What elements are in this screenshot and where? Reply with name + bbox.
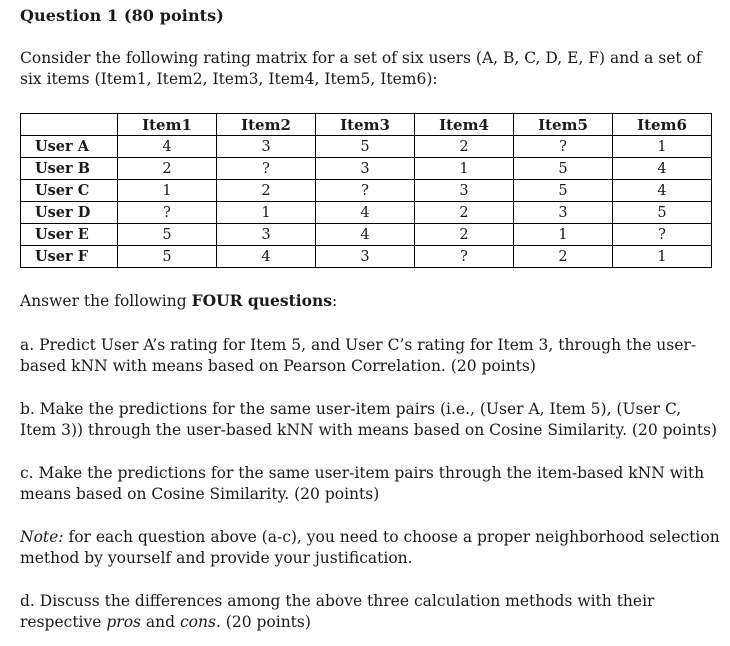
table-header-item1: Item1 — [118, 114, 217, 136]
user-label: User B — [21, 158, 118, 180]
note-text: for each question above (a-c), you need to choose a proper neighborhood selection method by yourself and provide your justification. — [20, 528, 720, 567]
rating-cell: 1 — [217, 202, 316, 224]
table-header-item5: Item5 — [514, 114, 613, 136]
question-c: c. Make the predictions for the same user-item pairs through the item-based kNN with means based on Cosine Similarity. (20 points) — [20, 464, 705, 503]
question-d-suffix: . (20 points) — [215, 613, 311, 631]
intro-paragraph: Consider the following rating matrix for a set of six users (A, B, C, D, E, F) and a set of six items (Item1, Item2, Item3, Item4, Item5, Item6): — [20, 49, 702, 88]
rating-cell: ? — [118, 202, 217, 224]
rating-cell: ? — [316, 180, 415, 202]
rating-cell: 1 — [514, 224, 613, 246]
rating-cell: 4 — [316, 202, 415, 224]
rating-cell: 5 — [316, 136, 415, 158]
question-heading: Question 1 (80 points) — [20, 6, 224, 25]
rating-cell: ? — [217, 158, 316, 180]
rating-cell: 5 — [118, 224, 217, 246]
answer-suffix: : — [331, 292, 338, 310]
rating-cell: 4 — [118, 136, 217, 158]
table-header-row — [21, 114, 712, 136]
rating-cell: 1 — [415, 158, 514, 180]
note-paragraph — [20, 527, 720, 569]
rating-cell: 2 — [415, 224, 514, 246]
user-label: User C — [21, 180, 118, 202]
table-row — [21, 136, 712, 158]
rating-cell: 3 — [514, 202, 613, 224]
rating-matrix-table — [20, 113, 712, 268]
table-header-item2: Item2 — [217, 114, 316, 136]
table-header-corner — [21, 114, 118, 136]
answer-emphasis: FOUR questions — [191, 291, 332, 310]
rating-cell: 5 — [613, 202, 712, 224]
table-row — [21, 246, 712, 268]
rating-cell: 2 — [415, 136, 514, 158]
answer-prefix: Answer the following — [20, 292, 192, 310]
table-row — [21, 158, 712, 180]
table-row — [21, 224, 712, 246]
question-b: b. Make the predictions for the same user-item pairs (i.e., (User A, Item 5), (User C, Item 3)) through the user-based kNN with means based on Cosine Similarity. (20 points) — [20, 400, 718, 439]
rating-cell: 3 — [415, 180, 514, 202]
rating-cell: 4 — [316, 224, 415, 246]
table-row — [21, 202, 712, 224]
rating-cell: 4 — [613, 180, 712, 202]
user-label: User A — [21, 136, 118, 158]
answer-instruction — [20, 290, 720, 312]
question-d-prefix: d. Discuss the differences among the above three calculation methods with their respective — [20, 592, 655, 631]
rating-cell: 5 — [514, 180, 613, 202]
rating-cell: ? — [613, 224, 712, 246]
rating-cell: 5 — [514, 158, 613, 180]
rating-cell: 3 — [316, 158, 415, 180]
rating-cell: 4 — [613, 158, 712, 180]
rating-cell: 3 — [316, 246, 415, 268]
table-header-item3: Item3 — [316, 114, 415, 136]
table-header-item6: Item6 — [613, 114, 712, 136]
table-row — [21, 180, 712, 202]
rating-cell: 3 — [217, 224, 316, 246]
rating-cell: 2 — [415, 202, 514, 224]
rating-cell: 5 — [118, 246, 217, 268]
question-a: a. Predict User A’s rating for Item 5, and User C’s rating for Item 3, through the user-based kNN with means based on Pearson Correlation. (20 points) — [20, 336, 697, 375]
table-header-item4: Item4 — [415, 114, 514, 136]
rating-cell: 2 — [514, 246, 613, 268]
question-d-pros: pros — [106, 613, 141, 631]
rating-cell: 2 — [217, 180, 316, 202]
user-label: User D — [21, 202, 118, 224]
question-d — [20, 591, 720, 633]
rating-cell: 1 — [613, 246, 712, 268]
user-label: User F — [21, 246, 118, 268]
user-label: User E — [21, 224, 118, 246]
rating-cell: 1 — [613, 136, 712, 158]
rating-cell: 2 — [118, 158, 217, 180]
rating-cell: ? — [514, 136, 613, 158]
question-d-middle: and — [140, 613, 180, 631]
rating-cell: 4 — [217, 246, 316, 268]
rating-cell: 1 — [118, 180, 217, 202]
note-label: Note: — [20, 528, 64, 546]
rating-cell: ? — [415, 246, 514, 268]
question-d-cons: cons — [179, 613, 216, 631]
rating-cell: 3 — [217, 136, 316, 158]
